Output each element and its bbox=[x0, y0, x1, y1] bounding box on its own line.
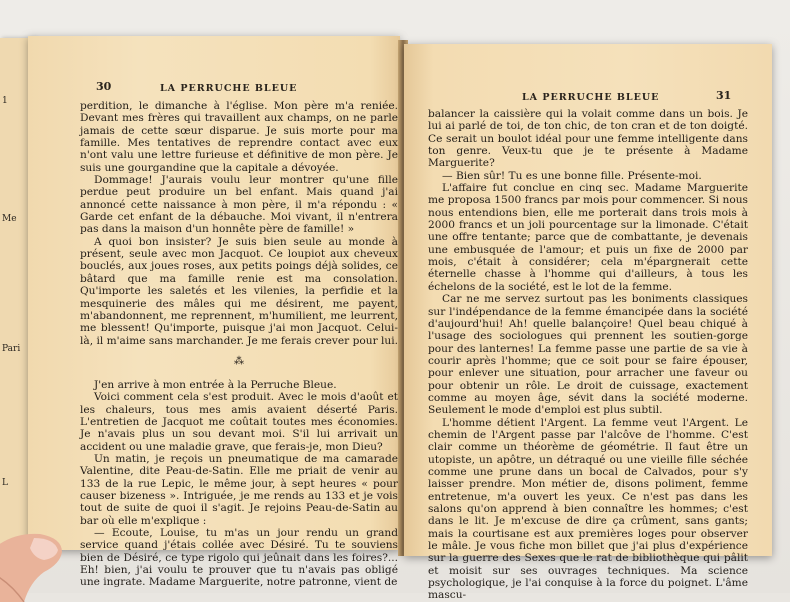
right-page-text bbox=[428, 108, 748, 602]
paragraph: Dommage! J'aurais voulu leur montrer qu'une fille perdue peut produire un bel enfant. Mais quand j'ai annoncé cette naissance à mon père, il m'a répondu : « Garde cet enfant de la débauche. Moi vivant, il n'entrera pas dans la maison d'un honnête père de famille! » bbox=[80, 174, 398, 236]
edge-fragment: 1 bbox=[2, 96, 8, 106]
paragraph: — Bien sûr! Tu es une bonne fille. Présente-moi. bbox=[442, 169, 702, 182]
right-text-block bbox=[428, 108, 748, 602]
paragraph: balancer la caissière qui la volait comme dans un bois. Je lui ai parlé de toi, de ton chic, de ton cran et de ton doigté. Ce serait un boulot idéal pour une femme intelligente dans ton genre. Veux-tu que je te présente à Madame Marguerite? bbox=[428, 108, 748, 170]
left-page-number: 30 bbox=[96, 80, 112, 93]
left-page-text bbox=[80, 100, 398, 589]
paragraph: — Ecoute, Louise, tu m'as un jour rendu un grand service quand j'étais collée avec Désiré. Tu te souviens bien de Désiré, ce type rigolo qui jeûnait dans les foires?... Eh! bien, j'ai voulu te prouver que tu n'avais pas obligé une ingrate. Madame Marguerite, notre patronne, vient de bbox=[80, 527, 398, 589]
edge-fragment: Pari bbox=[2, 344, 21, 354]
edge-fragment: L bbox=[2, 478, 8, 488]
right-running-head: LA PERRUCHE BLEUE bbox=[522, 92, 660, 103]
paragraph: L'homme détient l'Argent. La femme veut l'Argent. Le chemin de l'Argent passe par l'alcôve de l'homme. C'est clair comme un théorème de géométrie. Il faut être un utopiste, un apôtre, un détraqué ou une vieille fille séchée comme une prune dans un bocal de Calvados, pour s'y laisser prendre. Mon métier de, disons poliment, femme entretenue, m'a ouvert les yeux. Ce n'est pas dans les salons qu'on apprend à bien connaître les hommes; c'est dans le lit. Je m'excuse de dire ça crûment, sans gants; mais la courtisane est aux premières loges pour observer le mâle. Je vous fiche mon billet que j'ai plus d'expérience sur la guerre des Sexes que le rat de bibliothèque qui pâlit et moisit sur ses ouvrages techniques. Ma science psychologique, je l'ai conquise à la force du poignet. L'âme mascu- bbox=[428, 416, 748, 602]
left-text-block-2 bbox=[80, 379, 398, 589]
paragraph: Voici comment cela s'est produit. Avec le mois d'août et les chaleurs, tous mes amis avaient déserté Paris. L'entretien de Jacquot me coûtait toutes mes économies. Je n'avais plus un sou devant moi. S'il lui arrivait un accident ou une maladie grave, que ferais-je, mon Dieu? bbox=[80, 391, 398, 453]
right-page-number: 31 bbox=[716, 89, 732, 102]
left-page bbox=[28, 36, 400, 589]
paragraph: J'en arrive à mon entrée à la Perruche Bleue. bbox=[94, 378, 337, 391]
paragraph: perdition, le dimanche à l'église. Mon père m'a reniée. Devant mes frères qui travaillent aux champs, on ne parle jamais de cette sœur disparue. Je suis morte pour ma famille. Mes tentatives de reprendre contact avec eux n'ont valu une lettre furieuse et définitive de mon père. Je suis une gourgandine que la capitale a dévoyée. bbox=[80, 100, 398, 174]
section-break-asterism: ⁂ bbox=[234, 355, 244, 367]
left-text-block-1 bbox=[80, 100, 398, 347]
left-running-head: LA PERRUCHE BLEUE bbox=[160, 83, 298, 94]
paragraph: Un matin, je reçois un pneumatique de ma camarade Valentine, dite Peau-de-Satin. Elle me priait de venir au 133 de la rue Lepic, le même jour, à sept heures « pour causer bizeness ». Intriguée, je me rends au 133 et je vois tout de suite de quoi il s'agit. Je rejoins Peau-de-Satin au bar où elle m'explique : bbox=[80, 452, 398, 527]
paragraph: A quoi bon insister? Je suis bien seule au monde à présent, seule avec mon Jacquot. Ce loupiot aux cheveux bouclés, aux joues roses, aux petits poings déjà solides, ce bâtard que ma famille renie est ma consolation. Qu'importe les saletés et les vilenies, la perfidie et la mesquinerie des mâles qui me désirent, me payent, m'abandonnent, me reprennent, m'humilient, me leurrent, me blessent! Qu'importe, puisque j'ai mon Jacquot. Celui-là, il m'aime sans marchander. Je me ferais crever pour lui. bbox=[80, 235, 398, 347]
paragraph: L'affaire fut conclue en cinq sec. Madame Marguerite me proposa 1500 francs par mois pour commencer. Si nous nous entendions bien, elle me porterait dans trois mois à 2000 francs et un joli pourcentage sur la limonade. C'était une offre tentante; parce que de combattante, je devenais une embusquée de l'amour; et puis un fixe de 2000 par mois, c'était à considérer; cela m'épargnerait cette éternelle chasse à l'homme qui d'ailleurs, à tous les échelons de la société, est le lot de la femme. bbox=[428, 182, 748, 293]
thumb-image bbox=[0, 512, 70, 602]
edge-fragment: Me bbox=[2, 214, 17, 224]
paragraph: Car ne me servez surtout pas les boniments classiques sur l'indépendance de la femme émancipée dans la société d'aujourd'hui! Ah! quelle balançoire! Quel beau chiqué à l'usage des sociologues qui prennent les soutien-gorge pour des lanternes! La femme passe une partie de sa vie à courir après l'homme; que ce soit pour se faire épouser, pour enlever une situation, pour arracher une faveur ou pour obtenir un rôle. Le droit de cuissage, exactement comme au moyen âge, sévit dans la société moderne. Seulement le mode d'emploi est plus subtil. bbox=[428, 293, 748, 417]
right-page bbox=[404, 44, 772, 602]
